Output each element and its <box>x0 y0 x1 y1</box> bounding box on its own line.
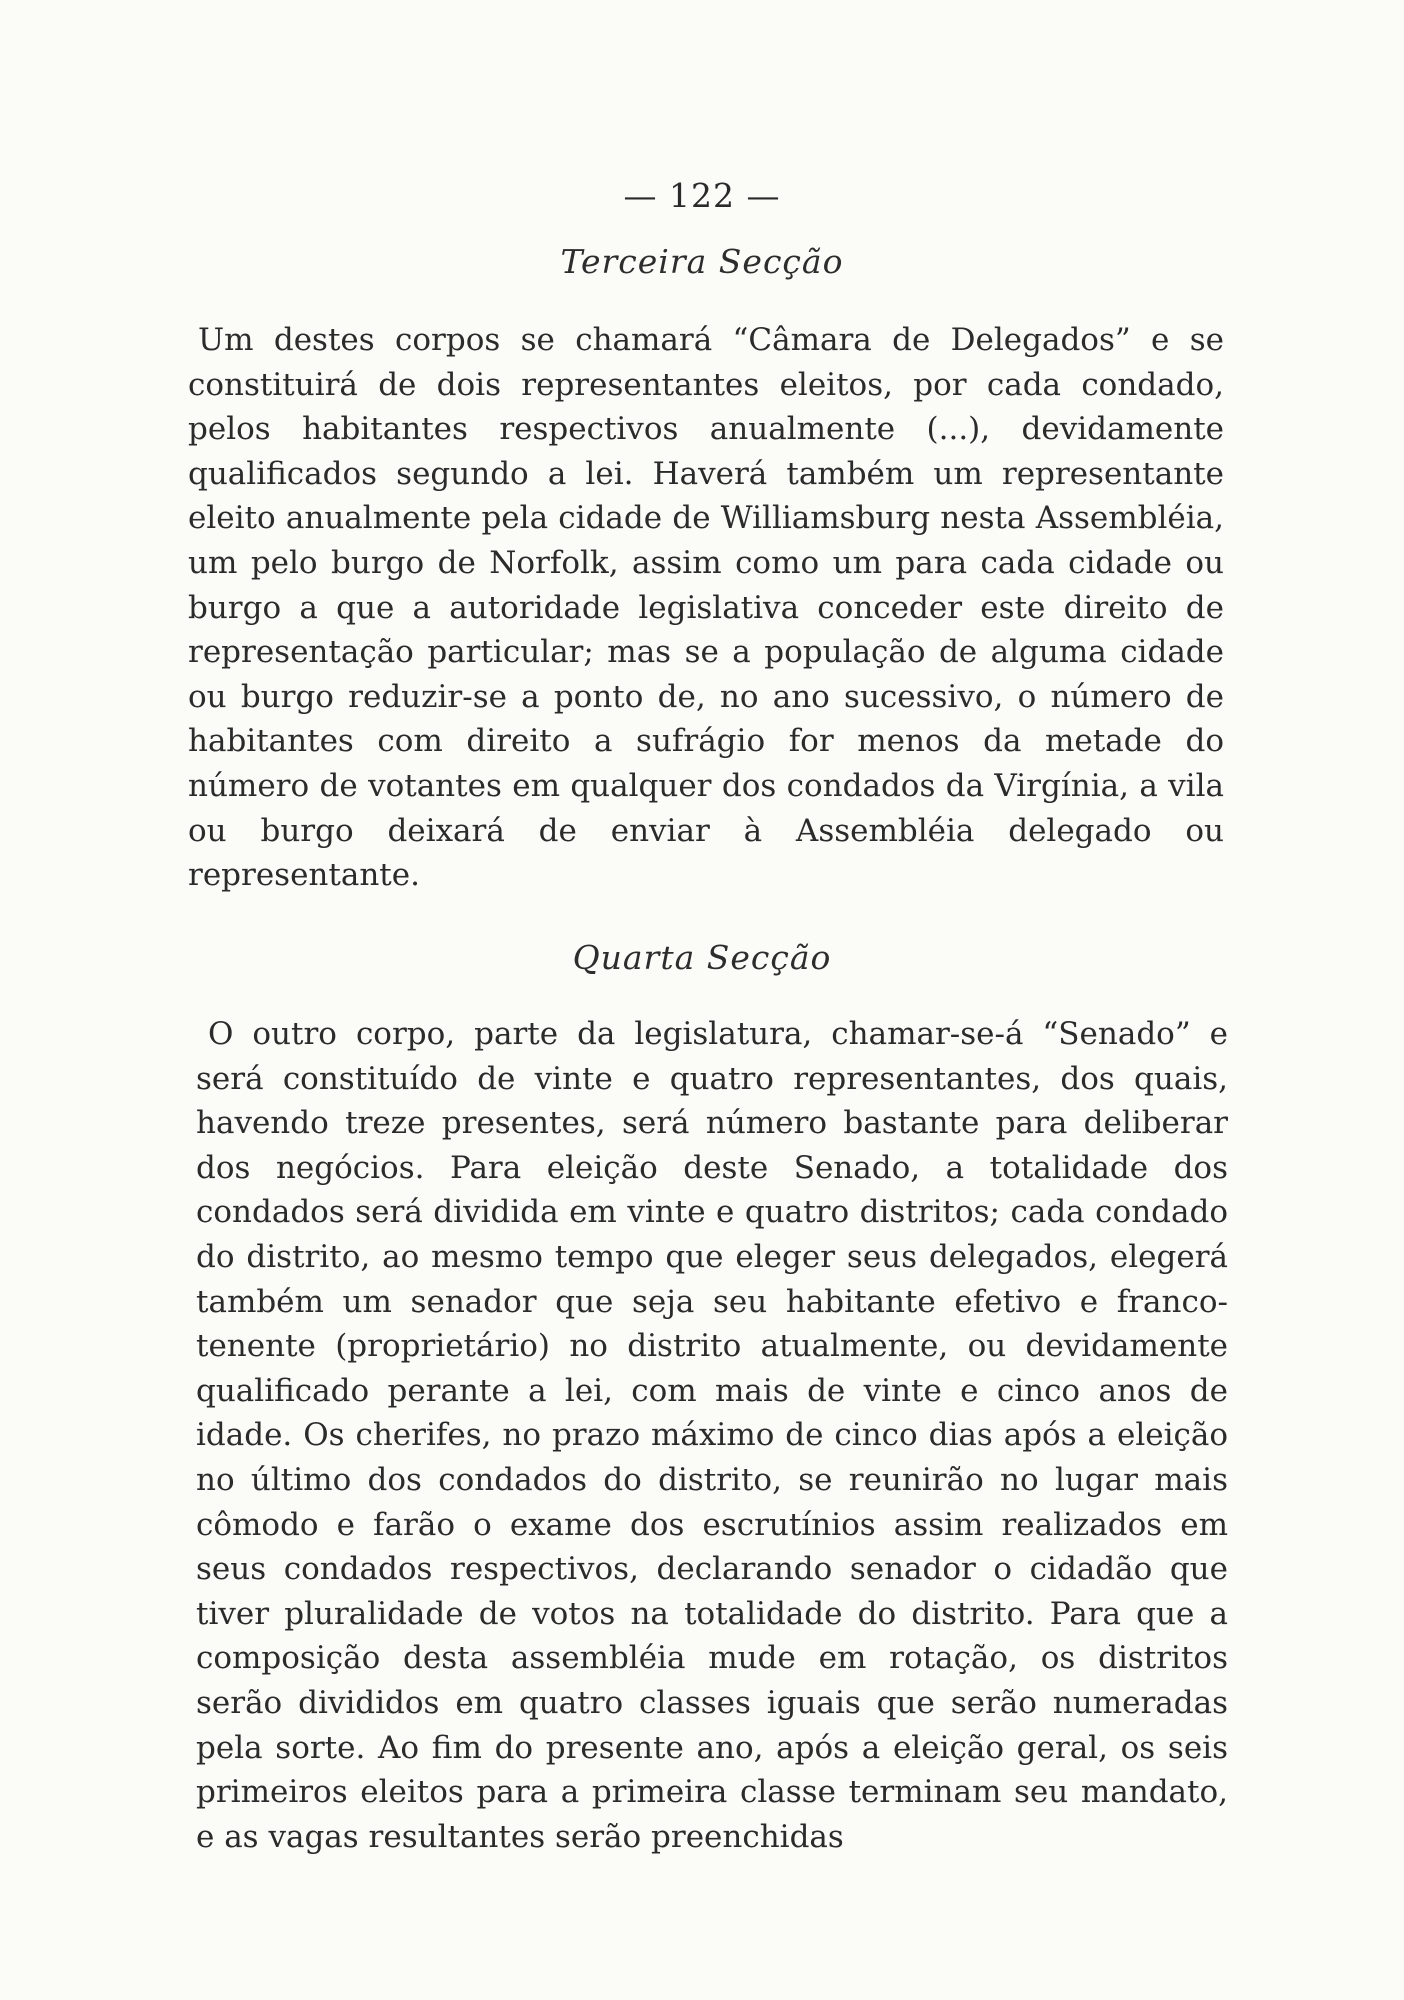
section-heading-terceira: Terceira Secção <box>560 242 844 281</box>
section-body-quarta: O outro corpo, parte da legislatura, chamar-se-á “Senado” e será constituído de vinte e quatro representantes, dos quais, havendo treze presentes, será número bastante para deliberar dos negócios. Para eleição deste Senado, a totalidade dos condados será dividida em vinte e quatro distritos; cada condado do distrito, ao mesmo tempo que eleger seus delegados, elegerá também um senador que seja seu habitante efetivo e franco-tenente (proprietário) no distrito atualmente, ou devidamente qualificado perante a lei, com mais de vinte e cinco anos de idade. Os cherifes, no prazo máximo de cinco dias após a eleição no último dos condados do distrito, se reunirão no lugar mais cômodo e farão o exame dos escrutínios assim realizados em seus condados respectivos, declarando senador o cidadão que tiver pluralidade de votos na totalidade do distrito. Para que a composição desta assembléia mude em rotação, os distritos serão divididos em quatro classes iguais que serão numeradas pela sorte. Ao fim do presente ano, após a eleição geral, os seis primeiros eleitos para a primeira classe terminam seu mandato, e as vagas resultantes serão preenchidas <box>196 1016 1228 1855</box>
page-number: — 122 — <box>623 176 781 215</box>
section-body-terceira: Um destes corpos se chamará “Câmara de Delegados” e se constituirá de dois representantes eleitos, por cada condado, pelos habitantes respectivos anualmente (...), devidamente qualificados segundo a lei. Haverá também um representante eleito anualmente pela cidade de Williamsburg nesta Assembléia, um pelo burgo de Norfolk, assim como um para cada cidade ou burgo a que a autoridade legislativa conceder este direito de representação particular; mas se a população de alguma cidade ou burgo reduzir-se a ponto de, no ano sucessivo, o número de habitantes com direito a sufrágio for menos da metade do número de votantes em qualquer dos condados da Virgínia, a vila ou burgo deixará de enviar à Assembléia delegado ou representante. <box>188 322 1224 894</box>
section-heading-quarta: Quarta Secção <box>572 938 832 977</box>
